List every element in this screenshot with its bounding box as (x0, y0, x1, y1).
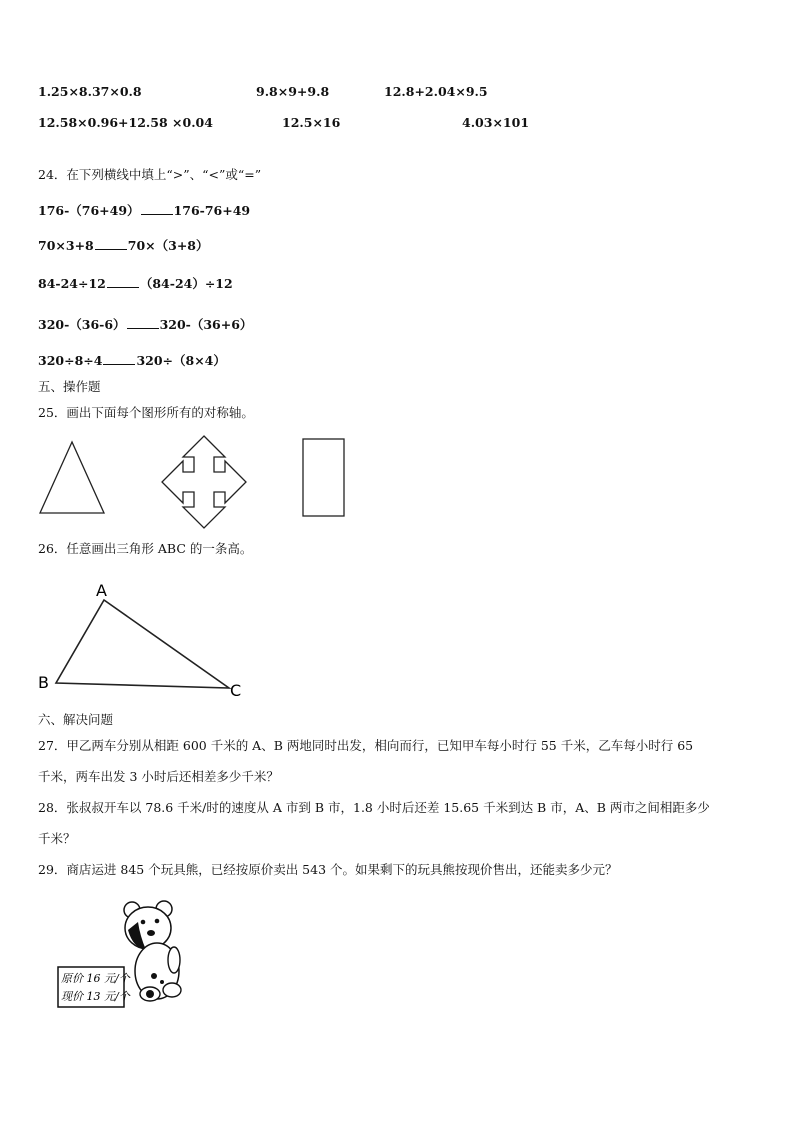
q24-item-3-left: 84-24÷12 (38, 276, 106, 291)
section-6-heading: 六、解决问题 (38, 712, 114, 727)
q28-line-2: 千米？ (38, 831, 76, 846)
q26-text: 26．任意画出三角形 ABC 的一条高。 (38, 541, 253, 556)
calc-expr-1: 1.25×8.37×0.8 (38, 84, 142, 99)
vertex-label-b: B (38, 673, 49, 692)
q24-item-5-right: 320÷（8×4） (136, 353, 226, 368)
q24-title: 24．在下列横线中填上“>”、“<”或“=” (38, 167, 262, 182)
q25-text: 25．画出下面每个图形所有的对称轴。 (38, 405, 254, 420)
q24-item-2-right: 70×（3+8） (127, 238, 209, 253)
price-sign-line-2: 现价 13 元/个 (61, 990, 130, 1003)
q24-item-5-left: 320÷8÷4 (38, 353, 103, 368)
calc-expr-2: 9.8×9+9.8 (256, 84, 330, 99)
q24-item-4-left: 320-（36-6） (38, 317, 126, 332)
calc-expr-3: 12.8+2.04×9.5 (384, 84, 488, 99)
q24-item-1-left: 176-（76+49） (38, 203, 140, 218)
q27-line-1: 27．甲乙两车分别从相距 600 千米的 A、B 两地同时出发，相向而行，已知甲车每小时行 55 千米，乙车每小时行 65 (38, 738, 694, 753)
q24-item-4-right: 320-（36+6） (159, 317, 253, 332)
calc-expr-4: 12.58×0.96+12.58 ×0.04 (38, 115, 213, 130)
section-5-heading: 五、操作题 (38, 379, 101, 394)
vertex-label-c: C (230, 681, 242, 700)
q24-item-1-right: 176-76+49 (173, 203, 251, 218)
vertex-label-a: A (96, 581, 107, 600)
q28-line-1: 28．张叔叔开车以 78.6 千米/时的速度从 A 市到 B 市，1.8 小时后还差 15.65 千米到达 B 市，A、B 两市之间相距多少 (38, 800, 710, 815)
q27-line-2: 千米，两车出发 3 小时后还相差多少千米？ (38, 769, 279, 784)
q24-item-3-right: （84-24）÷12 (139, 276, 233, 291)
q24-item-2-left: 70×3+8 (38, 238, 94, 253)
calc-expr-5: 12.5×16 (282, 115, 341, 130)
q29-text: 29．商店运进 845 个玩具熊，已经按原价卖出 543 个。如果剩下的玩具熊按现价售出，还能卖多少元？ (38, 862, 618, 877)
calc-expr-6: 4.03×101 (462, 115, 530, 130)
price-sign-line-1: 原价 16 元/个 (61, 972, 130, 985)
